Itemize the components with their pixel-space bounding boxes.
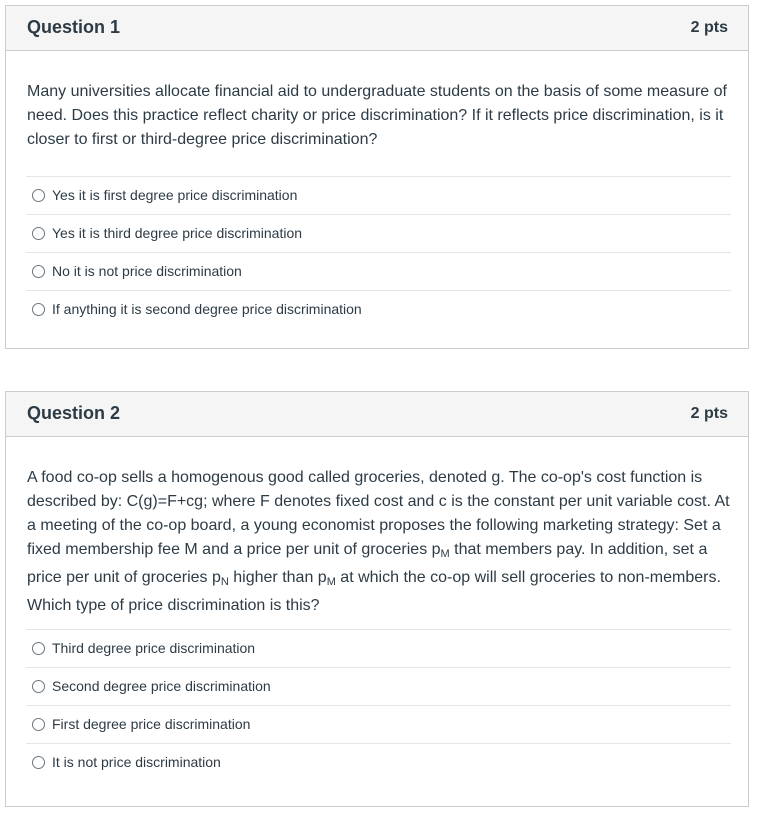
answer-label[interactable]: Third degree price discrimination (52, 640, 256, 656)
question-2-text-part: at which the co-op will sell groceries to non-members. Which type of price discrimination is this? (27, 569, 721, 614)
answer-option[interactable] (26, 667, 731, 705)
question-2-text-part: A food co-op sells a homogenous good called groceries, denoted g. The co-op's cost function is described by: C(g)=F+cg; where F denotes fixed cost and c is the constant per unit variable cost. At a meeting of the co-op board, a young economist proposes the following marketing strategy: Set a fixed membership fee M and a price per unit of groceries p (27, 469, 730, 558)
radio-button[interactable] (32, 642, 45, 655)
answer-option[interactable] (26, 743, 731, 781)
answer-option[interactable] (26, 252, 731, 290)
radio-button[interactable] (32, 680, 45, 693)
question-1-card (5, 5, 749, 349)
subscript-m: M (326, 576, 336, 588)
answer-label[interactable]: No it is not price discrimination (52, 263, 242, 279)
question-2-text-part: that members pay. In addition, set a price per unit of groceries p (27, 541, 708, 586)
answer-label[interactable]: Second degree price discrimination (52, 678, 271, 694)
answer-label[interactable]: Yes it is third degree price discrimination (52, 225, 303, 241)
question-2-answers (26, 629, 731, 781)
question-1-points: 2 pts (690, 19, 728, 36)
question-2-points: 2 pts (690, 405, 728, 422)
answer-option[interactable] (26, 705, 731, 743)
answer-label[interactable]: Yes it is first degree price discrimination (52, 187, 298, 203)
answer-label[interactable]: If anything it is second degree price discrimination (52, 301, 362, 317)
radio-button[interactable] (32, 718, 45, 731)
answer-option[interactable] (26, 214, 731, 252)
question-2-text (27, 466, 733, 618)
question-1-text: Many universities allocate financial aid to undergraduate students on the basis of some measure of need. Does this practice reflect charity or price discrimination? If it reflects price discrimination, is it closer to first or third-degree price discrimination? (27, 83, 727, 148)
question-1-answers (26, 176, 731, 328)
radio-button[interactable] (32, 227, 45, 240)
radio-button[interactable] (32, 189, 45, 202)
subscript-m: M (440, 548, 450, 560)
answer-option[interactable] (26, 290, 731, 328)
answer-option[interactable] (26, 176, 731, 214)
subscript-n: N (220, 576, 229, 588)
question-2-title: Question 2 (27, 403, 121, 423)
question-2-text-part: higher than p (228, 569, 327, 586)
answer-label[interactable]: First degree price discrimination (52, 716, 251, 732)
radio-button[interactable] (32, 303, 45, 316)
answer-label[interactable]: It is not price discrimination (52, 754, 221, 770)
answer-option[interactable] (26, 629, 731, 667)
radio-button[interactable] (32, 756, 45, 769)
question-1-header (6, 6, 748, 51)
radio-button[interactable] (32, 265, 45, 278)
question-2-header (6, 392, 748, 437)
question-2-card (5, 391, 749, 807)
question-1-title: Question 1 (27, 17, 121, 37)
